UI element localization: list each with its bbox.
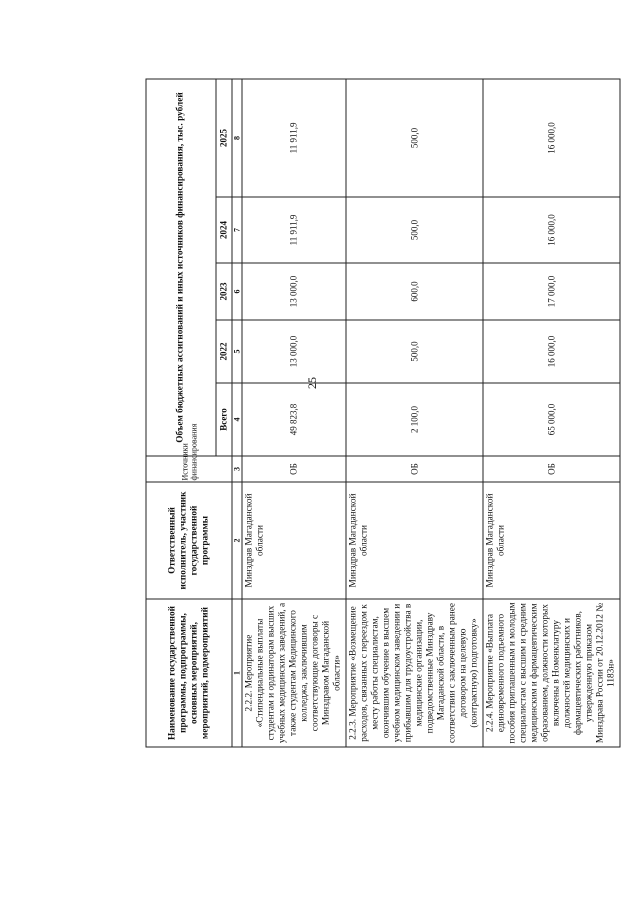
table-row [242,79,346,747]
col-number: 7 [232,197,242,263]
row-name: 2.2.2. Мероприятие «Стипендиальные выплаты студентам и ординаторам высших учебных медицинских заведений, а также студентам Медицинского колледжа, заключившим соответствующие договоры с Минздравом Магаданской области» [242,599,346,747]
row-2022: 500,0 [346,320,483,383]
col-number: 1 [232,599,242,747]
row-2023: 600,0 [346,263,483,320]
row-2024: 500,0 [346,197,483,263]
table-row [346,79,483,747]
header-funding-group: Объем бюджетных ассигнований и иных источников финансирования, тыс. рублей [146,79,216,456]
header-2022: 2022 [216,320,232,383]
header-2025: 2025 [216,79,232,197]
row-2025: 500,0 [346,79,483,197]
row-2025: 16 000,0 [483,79,620,197]
col-number: 6 [232,263,242,320]
header-total: Всего [216,383,232,456]
row-executor: Минздрав Магаданской области [483,482,620,599]
header-2024: 2024 [216,197,232,263]
row-total: 49 823,8 [242,383,346,456]
col-number: 3 [232,456,242,482]
row-name: 2.2.3. Мероприятие «Возмещение расходов, связанных с переездом к месту работы специалистам, окончившим обучение в высшем учебном медицинском заведении и прибывшим для трудоустройства в медицинские организации, подведомственные Минздраву Магаданской области, в соответствии с заключенным ранее договором на целевую (контрактную) подготовку» [346,599,483,747]
row-source: ОБ [346,456,483,482]
row-executor: Минздрав Магаданской области [346,482,483,599]
row-2023: 13 000,0 [242,263,346,320]
page-number: 25 [305,377,319,389]
col-number: 2 [232,482,242,599]
row-source: ОБ [242,456,346,482]
header-row-1 [146,79,216,747]
header-name: Наименование государственной программы, подпрограммы, основных мероприятий, мероприятий, подмероприятий [146,599,232,747]
row-2025: 11 911,9 [242,79,346,197]
col-number: 8 [232,79,242,197]
row-2022: 16 000,0 [483,320,620,383]
header-executor: Ответственный исполнитель, участник государственной программы [146,482,232,599]
table-row [483,79,620,747]
row-2024: 11 911,9 [242,197,346,263]
funding-table [146,78,621,747]
row-total: 2 100,0 [346,383,483,456]
header-source: Источники финансирования [146,456,232,482]
row-2022: 13 000,0 [242,320,346,383]
rotated-table-frame [146,80,617,748]
col-number: 4 [232,383,242,456]
column-number-row [232,79,242,747]
row-source: ОБ [483,456,620,482]
row-2023: 17 000,0 [483,263,620,320]
col-number: 5 [232,320,242,383]
row-executor: Минздрав Магаданской области [242,482,346,599]
row-total: 65 000,0 [483,383,620,456]
header-2023: 2023 [216,263,232,320]
row-2024: 16 000,0 [483,197,620,263]
row-name: 2.2.4. Мероприятие «Выплата единовременного подъемного пособия приглашенным и молодым специалистам с высшим и средним медицинским и фармацевтическим образованием, должности которых включены в Номенклатуру должностей медицинских и фармацевтических работников, утвержденную приказом Минздрава России от 20.12.2012 № 1183н» [483,599,620,747]
